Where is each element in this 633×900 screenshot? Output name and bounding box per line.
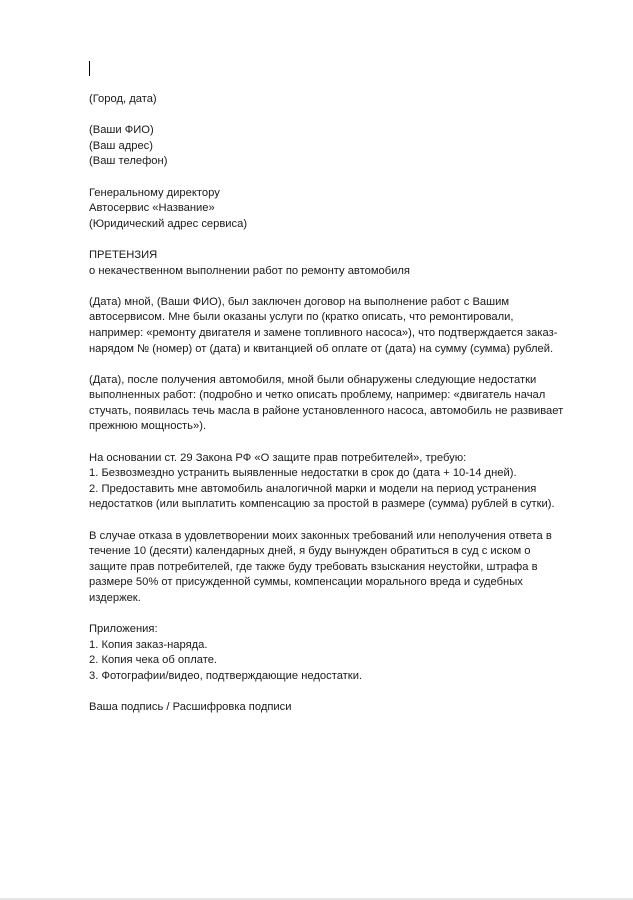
paragraph-line: течение 10 (десяти) календарных дней, я буду вынужден обратиться в суд с иском о <box>89 545 531 558</box>
sender-block <box>89 123 599 170</box>
contract-paragraph <box>89 295 599 357</box>
demands-intro: На основании ст. 29 Закона РФ «О защите прав потребителей», требую: <box>89 451 467 464</box>
sender-phone: (Ваш телефон) <box>89 155 168 168</box>
signature-block <box>89 700 599 716</box>
demand-item: 1. Безвозмездно устранить выявленные недостатки в срок до (дата + 10-14 дней). <box>89 467 517 480</box>
recipient-block <box>89 186 599 233</box>
paragraph-line: размере 50% от присужденной суммы, компенсации морального вреда и судебных <box>89 576 523 589</box>
paragraph-line: например: «ремонту двигателя и замене топливного насоса»), что подтверждается заказ- <box>89 326 558 339</box>
paragraph-line: издержек. <box>89 592 141 604</box>
defects-paragraph <box>89 373 599 435</box>
recipient-position: Генеральному директору <box>89 186 220 199</box>
attachment-item: 3. Фотографии/видео, подтверждающие недостатки. <box>89 669 363 682</box>
paragraph-line: (Дата) мной, (Ваши ФИО), был заключен договор на выполнение работ с Вашим <box>89 295 510 308</box>
paragraph-line: нарядом № (номер) от (дата) и квитанцией об оплате от (дата) на сумму (сумма) рублей. <box>89 342 554 355</box>
paragraph-line: стучать, появилась течь масла в районе установленного насоса, автомобиль не развивает <box>89 404 564 417</box>
paragraph-line: прежнюю мощность»). <box>89 420 207 433</box>
recipient-company: Автосервис «Название» <box>89 202 215 215</box>
paragraph-line: автосервисом. Мне были оказаны услуги по (кратко описать, что ремонтировали, <box>89 311 514 324</box>
demands-list <box>89 451 599 513</box>
court-warning-paragraph <box>89 529 599 607</box>
document-subtitle: о некачественном выполнении работ по ремонту автомобиля <box>89 264 410 277</box>
sender-address: (Ваш адрес) <box>89 139 154 152</box>
sender-name: (Ваши ФИО) <box>89 124 154 137</box>
attachments-list <box>89 622 599 684</box>
attachment-item: 2. Копия чека об оплате. <box>89 654 218 667</box>
city-date-block <box>89 92 599 108</box>
text-cursor <box>89 61 90 76</box>
paragraph-line: В случае отказа в удовлетворении моих законных требований или неполучения ответа в <box>89 529 552 542</box>
city-date: (Город, дата) <box>89 93 157 105</box>
paragraph-line: выполненных работ: (подробно и четко описать проблему, например: «двигатель начал <box>89 389 546 402</box>
paragraph-line: защите прав потребителей, где также буду требовать взыскания неустойки, штрафа в <box>89 560 538 573</box>
paragraph-line: (Дата), после получения автомобиля, мной были обнаружены следующие недостатки <box>89 373 537 386</box>
document-title: ПРЕТЕНЗИЯ <box>89 248 158 261</box>
demand-item: 2. Предоставить мне автомобиль аналогичной марки и модели на период устранения <box>89 482 537 495</box>
signature-line: Ваша подпись / Расшифровка подписи <box>89 701 292 714</box>
document-body[interactable] <box>89 92 599 716</box>
heading-block <box>89 248 599 279</box>
attachments-heading: Приложения: <box>89 623 158 636</box>
attachment-item: 1. Копия заказ-наряда. <box>89 638 208 651</box>
recipient-address: (Юридический адрес сервиса) <box>89 217 248 230</box>
demand-item: недостатков (или выплатить компенсацию за простой в размере (сумма) рублей в сутки). <box>89 498 555 511</box>
